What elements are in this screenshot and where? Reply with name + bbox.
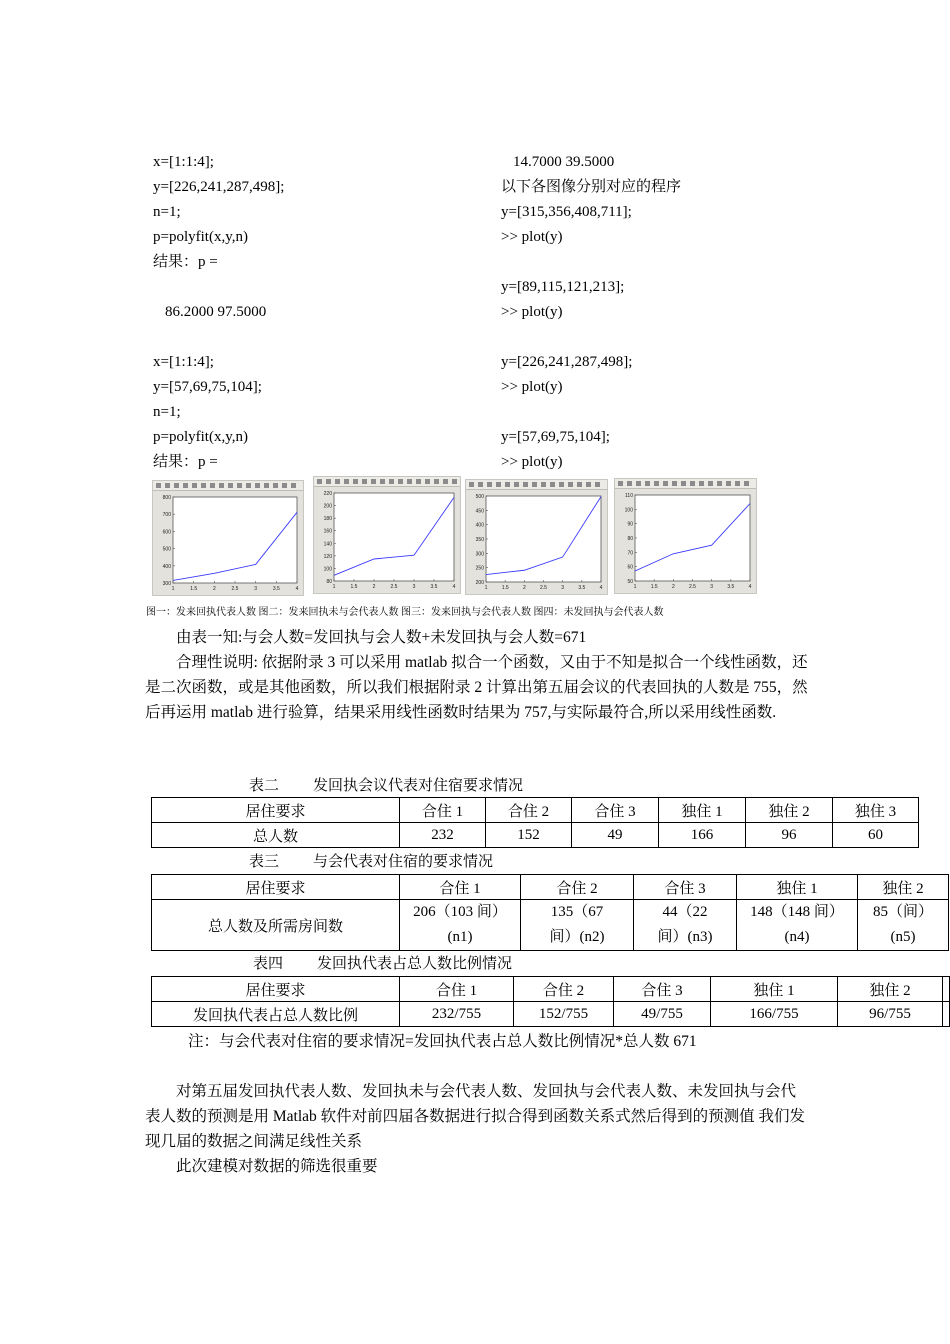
table-cell: 135（67 间）(n2) [521, 900, 634, 951]
x-tick-label: 2.5 [689, 584, 696, 590]
paragraph-2 [145, 650, 810, 725]
x-tick-label: 3 [412, 584, 416, 590]
code-line: p=polyfit(x,y,n) [153, 429, 248, 445]
y-tick-label: 100 [624, 507, 633, 514]
table-cell: 总人数 [152, 823, 400, 848]
table-cell: 合住 1 [400, 875, 521, 900]
paragraph-4 [145, 1154, 810, 1179]
code-line: y=[315,356,408,711]; [501, 204, 632, 220]
table-label: 表三 [249, 854, 280, 870]
code-line: 14.7000 39.5000 [513, 154, 615, 170]
y-tick-label: 220 [323, 491, 332, 497]
table-cell [943, 977, 950, 1002]
table-cell: 96/755 [838, 1002, 943, 1027]
table-cell: 发回执代表占总人数比例 [152, 1002, 400, 1027]
table-title: 发回执代表占总人数比例情况 [317, 956, 513, 972]
table-header-row [152, 977, 950, 1002]
table-note: 注：与会代表对住宿的要求情况=发回执代表占总人数比例情况*总人数 671 [188, 1033, 697, 1050]
x-tick-label: 1 [332, 584, 336, 590]
paragraph-1 [145, 625, 810, 650]
table-cell: 206（103 间） (n1) [400, 900, 521, 951]
y-tick-label: 450 [475, 508, 484, 515]
table-cell: 合住 3 [614, 977, 711, 1002]
table-cell: 232/755 [400, 1002, 514, 1027]
x-tick-label: 2.5 [390, 584, 398, 590]
y-tick-label: 400 [162, 563, 171, 570]
table-cell: 合住 3 [634, 875, 737, 900]
code-line: >> plot(y) [501, 454, 563, 470]
table-row [152, 900, 949, 951]
paragraph-text: 合理性说明: 依据附录 3 可以采用 matlab 拟合一个函数，又由于不知是拟合一个线性函数，还是二次函数，或是其他函数，所以我们根据附录 2 计算出第五届会议的代表回执的人数是 755，然后再运用 matlab 进行验算，结果采用线性函数时结果为 757,与实际最符合,所以采用线性函数. [145, 654, 808, 721]
table-cell: 独住 3 [833, 798, 919, 823]
y-tick-label: 60 [627, 564, 633, 571]
code-line: >> plot(y) [501, 229, 563, 245]
plot-axes [486, 496, 601, 582]
x-tick-label: 3.5 [578, 585, 586, 591]
table-cell: 148（148 间） (n4) [737, 900, 858, 951]
x-tick-label: 2 [522, 585, 526, 591]
x-tick-label: 1 [633, 584, 637, 590]
table-cell: 152/755 [514, 1002, 614, 1027]
figure-strip [0, 476, 950, 596]
x-tick-label: 1.5 [350, 584, 358, 590]
y-tick-label: 250 [475, 565, 484, 572]
table-cell: 合住 2 [486, 798, 572, 823]
table-cell: 合住 2 [514, 977, 614, 1002]
table3-caption [249, 850, 493, 871]
y-tick-label: 300 [475, 551, 484, 558]
table-row [152, 823, 919, 848]
code-line: 86.2000 97.5000 [165, 304, 267, 320]
y-tick-label: 90 [627, 521, 633, 528]
x-tick-label: 3.5 [272, 586, 280, 592]
x-tick-label: 1.5 [650, 584, 658, 590]
table-cell: 居住要求 [152, 798, 400, 823]
table-cell: 166 [659, 823, 746, 848]
table-cell: 合住 1 [400, 977, 514, 1002]
table-cell: 独住 2 [858, 875, 949, 900]
x-tick-label: 4 [748, 584, 752, 590]
code-line: 结果：p = [153, 454, 218, 470]
y-tick-label: 500 [162, 546, 171, 553]
code-line: x=[1:1:4]; [153, 154, 214, 170]
table-label: 表二 [249, 778, 280, 794]
paragraph-text: 由表一知:与会人数=发回执与会人数+未发回执与会人数=671 [176, 629, 587, 646]
x-tick-label: 3 [561, 585, 565, 591]
table-cell: 合住 1 [400, 798, 486, 823]
code-line: 以下各图像分别对应的程序 [501, 179, 682, 195]
y-tick-label: 140 [323, 541, 332, 548]
x-tick-label: 2.5 [540, 585, 547, 591]
table-cell: 合住 2 [521, 875, 634, 900]
x-tick-label: 2 [212, 586, 216, 592]
table4 [151, 976, 950, 1027]
y-tick-label: 120 [323, 553, 332, 560]
y-tick-label: 200 [323, 503, 332, 510]
code-line: y=[89,115,121,213]; [501, 279, 625, 295]
y-tick-label: 100 [323, 566, 332, 573]
paragraph-text: 对第五届发回执代表人数、发回执未与会代表人数、发回执与会代表人数、未发回执与会代表人数的预测是用 Matlab 软件对前四届各数据进行拟合得到函数关系式然后得到的预测值 我们发现几届的数据之间满足线性关系 [145, 1083, 806, 1150]
figure-plot [153, 481, 303, 595]
x-tick-label: 2 [671, 584, 675, 590]
x-tick-label: 3 [254, 586, 258, 592]
code-line: >> plot(y) [501, 304, 563, 320]
y-tick-label: 180 [323, 516, 332, 523]
table-title: 发回执会议代表对住宿要求情况 [313, 778, 524, 794]
code-line: 结果：p = [153, 254, 218, 270]
table-header-row [152, 798, 919, 823]
figure-3 [465, 479, 608, 595]
y-tick-label: 200 [475, 580, 484, 586]
figure-plot [314, 477, 460, 593]
x-tick-label: 2.5 [231, 586, 239, 592]
figure-plot [466, 480, 607, 594]
y-tick-label: 110 [625, 493, 633, 499]
plot-axes [635, 495, 750, 581]
x-tick-label: 3.5 [727, 584, 735, 590]
x-tick-label: 3.5 [430, 584, 438, 590]
x-tick-label: 3 [710, 584, 714, 590]
x-tick-label: 1 [484, 585, 488, 591]
table-cell: 49 [572, 823, 659, 848]
table-row [152, 1002, 950, 1027]
code-line: y=[226,241,287,498]; [153, 179, 285, 195]
table4-caption [253, 952, 512, 973]
figure-2 [313, 476, 461, 594]
paragraph-3 [145, 1079, 810, 1154]
x-tick-label: 1.5 [501, 585, 509, 591]
code-line: y=[57,69,75,104]; [501, 429, 610, 445]
table-cell: 85（间） (n5) [858, 900, 949, 951]
table-cell: 独住 1 [711, 977, 838, 1002]
y-tick-label: 400 [475, 522, 484, 529]
table-cell: 独住 1 [659, 798, 746, 823]
table3 [151, 874, 949, 951]
y-tick-label: 50 [627, 579, 633, 585]
table-cell: 独住 1 [737, 875, 858, 900]
figure-caption: 图一：发来回执代表人数 图二：发来回执未与会代表人数 图三：发来回执与会代表人数 图四：未发回执与会代表人数 [146, 607, 664, 618]
table-cell: 166/755 [711, 1002, 838, 1027]
table-cell: 232 [400, 823, 486, 848]
table-cell: 49/755 [614, 1002, 711, 1027]
y-tick-label: 70 [627, 550, 633, 557]
paragraph-text: 此次建模对数据的筛选很重要 [176, 1158, 378, 1175]
code-line: n=1; [153, 404, 181, 420]
table2 [151, 797, 919, 848]
y-tick-label: 800 [162, 495, 171, 501]
table2-caption [249, 774, 523, 795]
table-cell [943, 1002, 950, 1027]
x-tick-label: 1.5 [190, 586, 198, 592]
table-cell: 60 [833, 823, 919, 848]
table-header-row [152, 875, 949, 900]
code-line: >> plot(y) [501, 379, 563, 395]
table-cell: 居住要求 [152, 977, 400, 1002]
code-line: x=[1:1:4]; [153, 354, 214, 370]
table-cell: 居住要求 [152, 875, 400, 900]
y-tick-label: 160 [323, 528, 332, 535]
figure-4 [614, 478, 757, 594]
table-cell: 总人数及所需房间数 [152, 900, 400, 951]
table-title: 与会代表对住宿的要求情况 [313, 854, 494, 870]
table-cell: 44（22 间）(n3) [634, 900, 737, 951]
table-label: 表四 [253, 956, 284, 972]
code-line: p=polyfit(x,y,n) [153, 229, 248, 245]
x-tick-label: 4 [599, 585, 603, 591]
code-line: y=[57,69,75,104]; [153, 379, 262, 395]
table-cell: 独住 2 [838, 977, 943, 1002]
code-line: n=1; [153, 204, 181, 220]
table-cell: 152 [486, 823, 572, 848]
x-tick-label: 4 [295, 586, 299, 592]
plot-axes [173, 497, 297, 583]
table-cell: 独住 2 [746, 798, 833, 823]
y-tick-label: 300 [162, 581, 171, 587]
code-line: y=[226,241,287,498]; [501, 354, 633, 370]
figure-plot [615, 479, 756, 593]
y-tick-label: 80 [326, 579, 332, 585]
y-tick-label: 600 [162, 529, 171, 536]
y-tick-label: 700 [162, 512, 171, 519]
y-tick-label: 500 [475, 494, 484, 500]
y-tick-label: 80 [627, 536, 633, 542]
table-cell: 96 [746, 823, 833, 848]
x-tick-label: 4 [452, 584, 456, 590]
y-tick-label: 350 [475, 537, 484, 543]
x-tick-label: 2 [372, 584, 376, 590]
x-tick-label: 1 [171, 586, 175, 592]
figure-1 [152, 480, 304, 596]
table-cell: 合住 3 [572, 798, 659, 823]
